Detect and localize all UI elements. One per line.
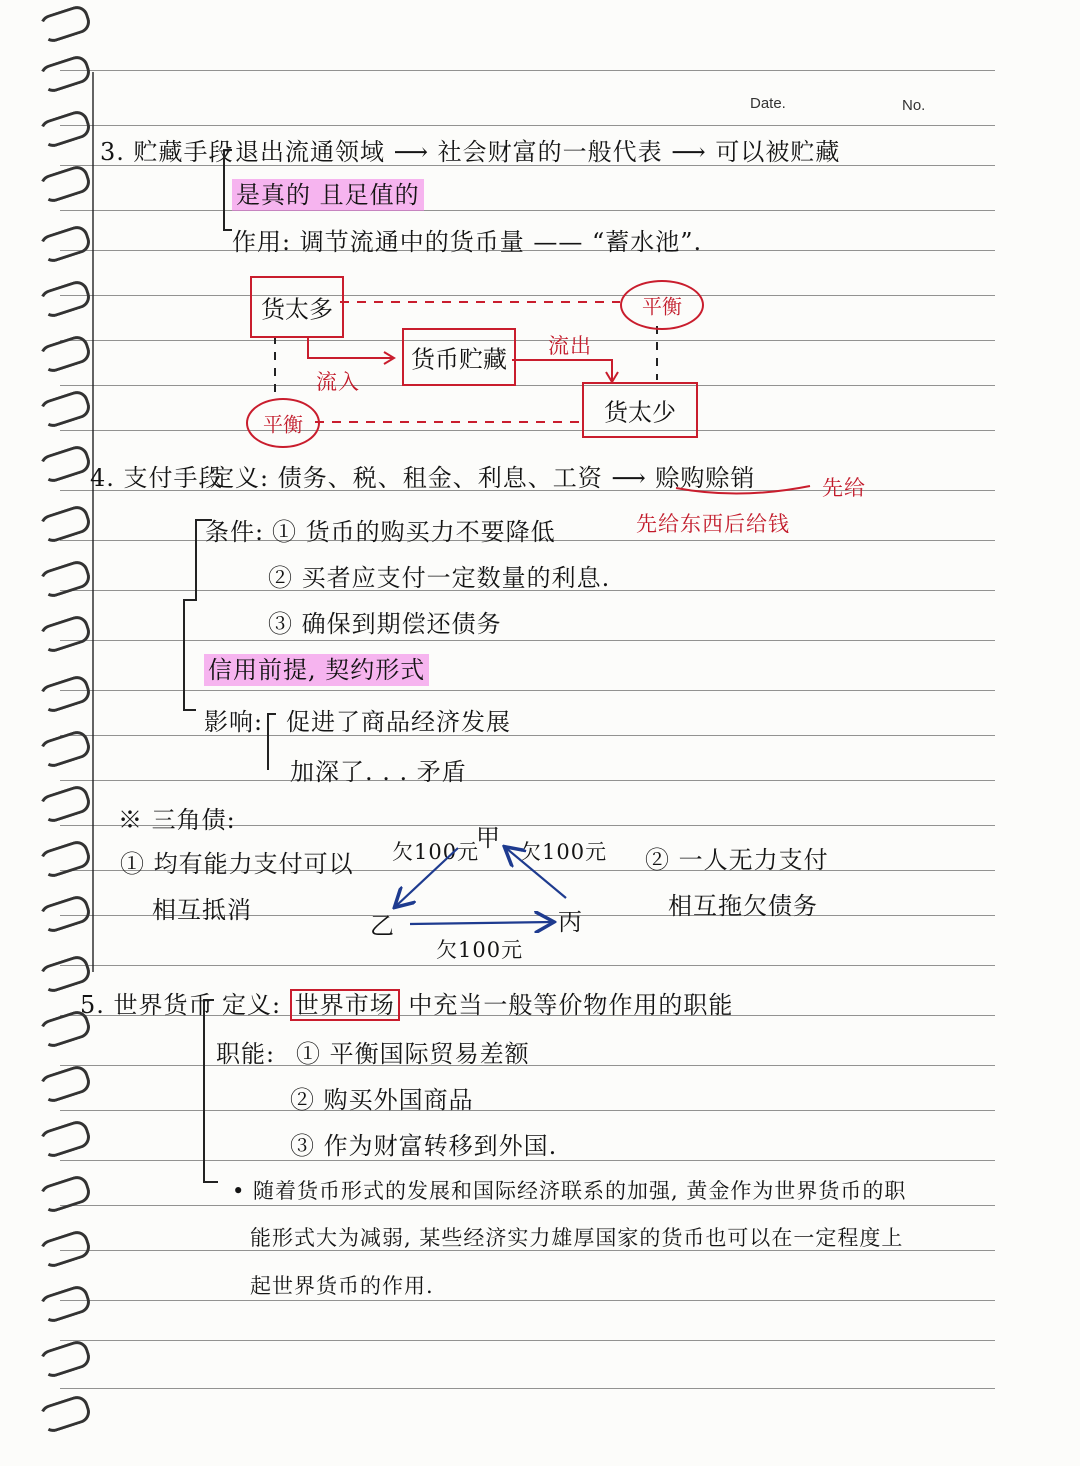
date-label: Date. (750, 95, 786, 112)
impact-2: 加深了. . . 矛盾 (290, 758, 467, 786)
edge-label-right-top: 欠100元 (520, 840, 608, 864)
bullet-note-line-3: 起世界货币的作用. (250, 1274, 434, 1298)
world-market-boxed: 世界市场 (290, 989, 400, 1021)
red-note-goods-first: 先给东西后给钱 (636, 512, 790, 536)
conditions-label: 条件: (205, 518, 265, 546)
triangle-note-left-2: 相互抵消 (152, 896, 252, 924)
condition-2: ② 买者应支付一定数量的利息. (268, 564, 611, 592)
edge-label-bottom: 欠100元 (436, 938, 524, 962)
world-money-function-1: ① 平衡国际贸易差额 (296, 1040, 530, 1068)
impact-1: 促进了商品经济发展 (286, 708, 511, 736)
section3-function: 作用: 调节流通中的货币量 —— “蓄水池”. (232, 228, 703, 256)
impact-label: 影响: (204, 708, 264, 736)
node-yi: 乙 (370, 912, 395, 940)
section3-title: 3. 贮藏手段 (100, 138, 234, 166)
world-money-function-2: ② 购买外国商品 (290, 1086, 474, 1114)
box-too-much-money: 货太多 (250, 276, 344, 338)
section5-definition: 定义: 世界市场 中充当一般等价物作用的职能 (222, 991, 734, 1019)
section4-definition: 定义: 债务、税、租金、利息、工资 ⟶ 赊购赊销 (210, 464, 756, 492)
oval-balance-bottom: 平衡 (246, 398, 320, 448)
box-too-little-money: 货太少 (582, 382, 698, 438)
section3-line1: 退出流通领域 ⟶ 社会财富的一般代表 ⟶ 可以被贮藏 (235, 138, 841, 166)
condition-3: ③ 确保到期偿还债务 (268, 610, 502, 638)
condition-1: ① 货币的购买力不要降低 (272, 518, 556, 546)
label-flow-in: 流入 (316, 370, 360, 394)
label-flow-out: 流出 (548, 334, 592, 358)
triangle-debt-title: ※ 三角债: (118, 806, 236, 834)
box-money-hoarding: 货币贮藏 (402, 328, 516, 386)
node-jia: 甲 (476, 824, 501, 852)
triangle-note-right-1: ② 一人无力支付 (645, 846, 829, 874)
red-note-pay-first: 先给 (822, 476, 866, 500)
triangle-note-left-1: ① 均有能力支付可以 (120, 850, 354, 878)
section5-title: 5. 世界货币 (80, 991, 214, 1019)
world-money-function-3: ③ 作为财富转移到外国. (290, 1132, 558, 1160)
section4-title: 4. 支付手段 (90, 464, 224, 492)
oval-balance-top: 平衡 (620, 280, 704, 330)
node-bing: 丙 (558, 908, 583, 936)
bullet-note-line-2: 能形式大为减弱, 某些经济实力雄厚国家的货币也可以在一定程度上 (250, 1226, 904, 1250)
bullet-note-line-1: • 随着货币形式的发展和国际经济联系的加强, 黄金作为世界货币的职 (232, 1179, 907, 1203)
functions-label: 职能: (216, 1040, 276, 1068)
edge-label-top-left: 欠100元 (392, 840, 480, 864)
triangle-note-right-2: 相互拖欠债务 (668, 892, 818, 920)
credit-premise: 信用前提, 契约形式 (204, 650, 429, 685)
no-label: No. (902, 97, 926, 114)
section3-requirement: 是真的 且足值的 (232, 175, 424, 210)
